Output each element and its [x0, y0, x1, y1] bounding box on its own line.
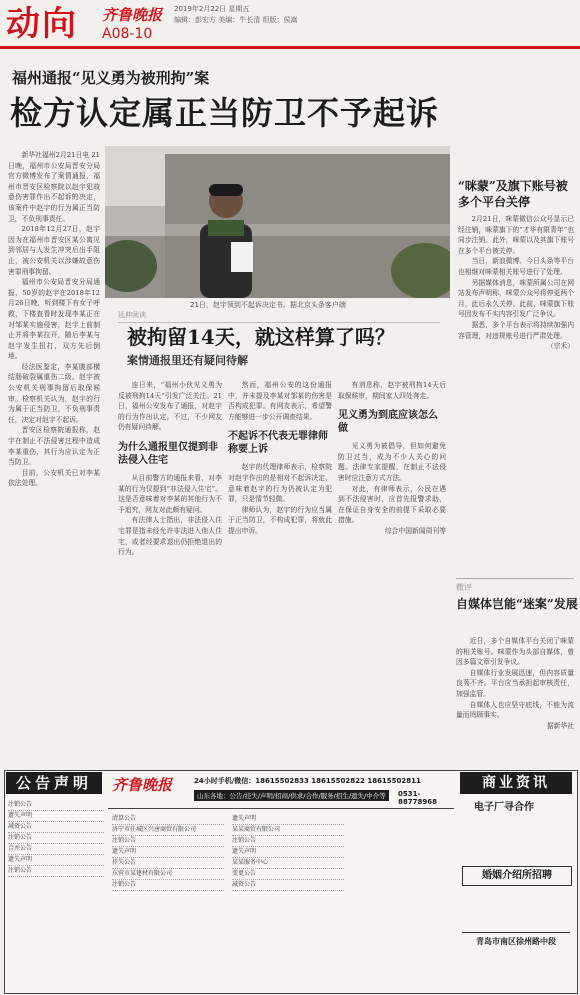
- list-item: 济宁市任城区兴唐商贸有限公司: [112, 825, 224, 836]
- paragraph: 2月21日，咪蒙微信公众号显示已经注销，咪蒙旗下的“才华有限青年”也同步注销。此外，咪蒙以及其旗下账号在多个平台被关停。: [458, 215, 574, 255]
- list-item: 减资公告: [8, 822, 104, 833]
- news-photo: [105, 146, 450, 298]
- list-item: 注销公告: [8, 866, 104, 877]
- list-item: 挂失公告: [112, 858, 224, 869]
- paragraph: 有消息称，赵宇被刑拘14天后取保候审，期间家人四处奔走。: [338, 381, 446, 400]
- paragraph: 福州市公安局晋安分局通报，50岁的赵宇在2018年12月26日晚，听到楼下有女子呼救，下楼查看时发现李某正在对邹某实施侵害，赵宇上前制止并将李某拉开，随后李某与赵宇发生扭打，双方先后倒地。: [8, 278, 100, 361]
- ads-right-sub1: 电子厂寻合作: [474, 802, 534, 813]
- list-item: 注销公告: [112, 880, 224, 891]
- ads-brand: 齐鲁晚报: [112, 776, 173, 794]
- date-line: 2019年2月22日 星期五: [174, 5, 250, 13]
- list-item: 注销公告: [8, 833, 104, 844]
- sub-subhead: 案情通报里还有疑问待解: [127, 354, 248, 367]
- paragraph: 见义勇为被倡导，但如何避免防卫过当，成为不少人关心的问题。法律专家提醒，在制止不法侵害时应注意方式方法。: [338, 442, 446, 482]
- list-item: 遗失声明: [112, 847, 224, 858]
- paragraph: 赵宇的代理律师表示，检察院对赵宇作出的是相对不起诉决定，意味着赵宇的行为仍被认定为犯罪，只是情节轻微。: [228, 463, 332, 504]
- newspaper-masthead: 齐鲁晚报: [102, 6, 163, 24]
- list-item: 减资公告: [232, 880, 344, 891]
- ads-left-list: [8, 800, 104, 877]
- sidebar-headline: “咪蒙”及旗下账号被多个平台关停: [458, 179, 568, 209]
- ads-phone: 0531-88778968: [398, 790, 437, 806]
- paragraph: 目前，公安机关已对李某依法处理。: [8, 468, 100, 488]
- ads-hotline: 24小时手机/微信：18615502833 18615502822 18615502811: [194, 777, 421, 785]
- story-kicker: 福州通报“见义勇为被刑拘”案: [12, 69, 210, 87]
- paragraph: 自媒体人也应坚守底线，不能为流量而罔顾事实。: [456, 700, 574, 720]
- paragraph: 对此，有律师表示，公民在遇到不法侵害时，应首先报警求助，在保证自身安全的前提下采取必要措施。: [338, 484, 446, 525]
- photo-illustration: [105, 146, 450, 298]
- ads-left-banner: 公告声明: [6, 772, 102, 794]
- main-story-column: [8, 150, 100, 762]
- list-item: 注销公告: [112, 836, 224, 847]
- paragraph: 新华社福州2月21日电 21日晚，福州市公安局晋安分局官方微博发布了案情通报，福州市晋安区检察院以赵宇犯故意伤害罪作出不起诉的决定，该案件中赵宇的行为属正当防卫，不负刑事责任。: [8, 151, 100, 223]
- paragraph: 经法医鉴定，李某腹部横结肠破裂属重伤二级。赵宇被公安机关刑事拘留后取保候审。检察机关认为，赵宇的行为属于正当防卫，不负刑事责任，决定对赵宇不起诉。: [8, 362, 100, 424]
- list-item: 注销公告: [232, 836, 344, 847]
- photo-caption: 21日，赵宇领到不起诉决定书。据北京头条客户端: [190, 301, 346, 309]
- list-item: 遗失声明: [232, 847, 344, 858]
- paragraph: 自媒体行业发展迅速，但内容质量良莠不齐。平台应当承担起审核责任，加强监管。: [456, 668, 574, 698]
- paragraph: 有法律人士指出，非法侵入住宅罪是指未经允许非法进入他人住宅，或者经要求退出仍拒绝退出的行为。: [118, 516, 222, 557]
- paragraph: 然而，福州公安的这份通报中，并未提及李某对邹某的伤害是否构成犯罪。有网友表示，希望警方能够进一步公开调查结果。: [228, 381, 332, 421]
- header-rule: [0, 46, 580, 49]
- list-item: 某某服务中心: [232, 858, 344, 869]
- byline: 综合中国新闻周刊等: [384, 526, 446, 535]
- sub-column-3: [338, 380, 446, 762]
- page-code: A08-10: [102, 26, 153, 42]
- list-item: 遗失声明: [232, 814, 344, 825]
- comment-column: [456, 636, 574, 762]
- sidebar-column: [458, 214, 574, 574]
- section-title: 动向: [6, 4, 78, 44]
- paragraph: 晋安区检察院通报称，赵宇在制止不法侵害过程中造成李某重伤，其行为应认定为正当防卫。: [8, 426, 100, 467]
- comment-label: 微评: [456, 578, 574, 593]
- paragraph: 律师认为，赵宇的行为应当属于正当防卫，不构成犯罪，将就此提出申诉。: [228, 505, 332, 535]
- byline: 据新华社: [546, 721, 574, 730]
- section-label: 延伸阅读: [118, 310, 440, 323]
- sub-column-2: [228, 380, 332, 762]
- paragraph: 据悉，多个平台表示将持续加强内容管理，对违规账号进行严肃处理。: [458, 320, 574, 340]
- list-item: 清算公告: [112, 814, 224, 825]
- list-item: 东营市某建材有限公司: [112, 869, 224, 880]
- paragraph: 2018年12月27日，赵宇因为在福州市晋安区某公寓见到邻居与人发生冲突后出手阻止，被公安机关以涉嫌故意伤害罪刑事拘留。: [8, 225, 100, 276]
- sub-column-1: [118, 380, 222, 762]
- list-item: 变更公告: [232, 869, 344, 880]
- ads-mid2-list: [232, 814, 344, 891]
- paragraph: 从目前警方的通报来看，对李某的行为仅提到“非法侵入住宅”。这是否意味着对李某的其他行为不予追究，网友对此颇有疑问。: [118, 473, 222, 514]
- paragraph: 当日，新浪微博、今日头条等平台也相继对咪蒙相关账号进行了处理。: [458, 257, 574, 276]
- list-item: 遗失声明: [8, 855, 104, 866]
- column-subhead: 不起诉不代表无罪律师称要上诉: [228, 431, 328, 456]
- ads-right-box: 青岛市南区徐州路中段: [462, 932, 570, 947]
- list-item: 遗失声明: [8, 811, 104, 822]
- byline: （宗禾）: [546, 342, 574, 351]
- ads-center-header: [108, 772, 454, 809]
- sub-headline: 被拘留14天，就这样算了吗？: [127, 325, 395, 349]
- staff-line: 编辑：彭宏方 美编：牛长清 组版：侯嵩: [174, 16, 298, 24]
- ads-office: 山东各地：公告/挂失/声明/招商/供求/合作/服务/招生/遗失/中介等: [194, 790, 389, 801]
- main-headline: 检方认定属正当防卫不予起诉: [10, 94, 440, 132]
- column-subhead: 为什么通报里仅提到非法侵入住宅: [118, 441, 218, 466]
- ads-right-sub2: 婚姻介绍所招聘: [462, 866, 572, 886]
- ads-right-banner: 商业资讯: [460, 772, 572, 794]
- column-subhead: 见义勇为到底应该怎么做: [338, 410, 438, 435]
- paragraph: 近日，多个自媒体平台关闭了咪蒙的相关账号。咪蒙作为头部自媒体，曾因多篇文章引发争议。: [456, 637, 574, 667]
- list-item: 注销公告: [8, 800, 104, 811]
- comment-headline: 自媒体岂能“迷案”发展: [456, 597, 578, 611]
- paragraph: 另据媒体消息，咪蒙所属公司在网站发布声明称，咪蒙公众号将停更两个月，此后永久关停。此前，咪蒙旗下账号因发布不实内容引发广泛争议。: [458, 278, 574, 319]
- list-item: 某某商贸有限公司: [232, 825, 344, 836]
- list-item: 合并公告: [8, 844, 104, 855]
- paragraph: 连日来，“福州小伙见义勇为反被刑拘14天”引发广泛关注。21日，福州公安发布了通报，对赵宇的行为作出认定。不过，不少网友仍有疑问待解。: [118, 381, 222, 432]
- ads-mid-list: [112, 814, 224, 891]
